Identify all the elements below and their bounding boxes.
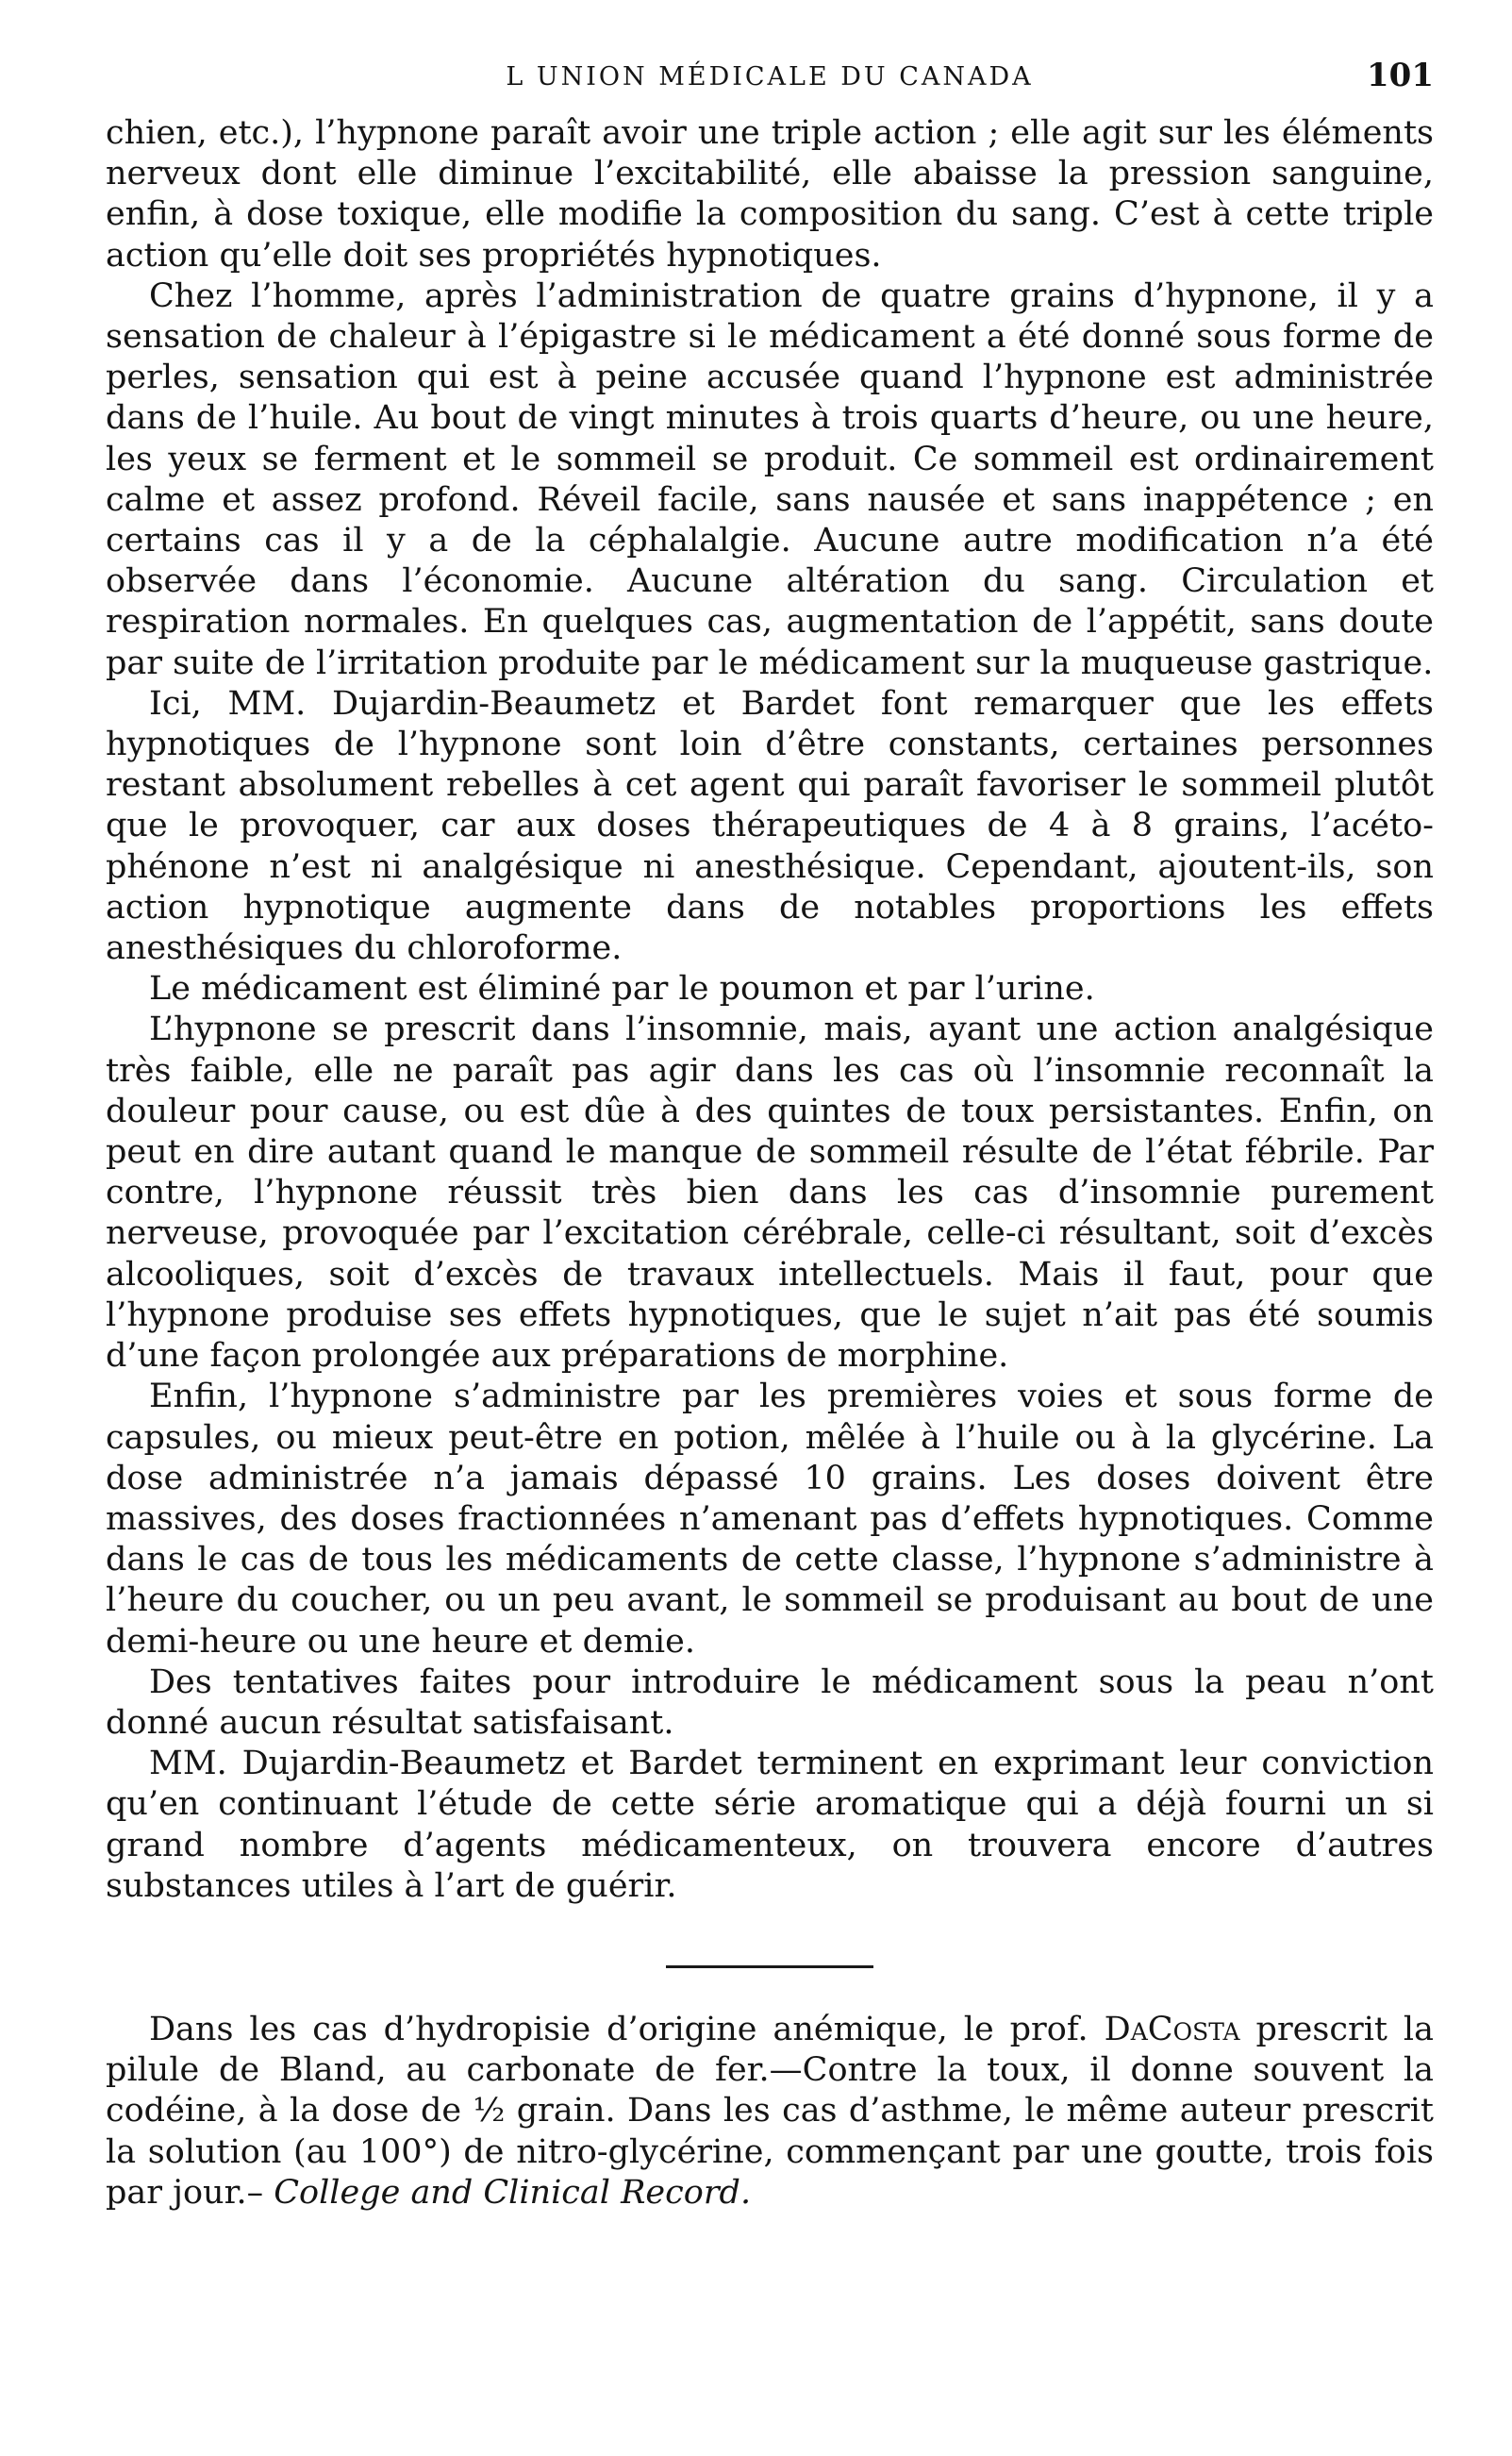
page bbox=[106, 57, 1434, 2214]
paragraph: Enfin, l’hypnone s’administre par les premières voies et sous forme de capsules, ou mieux peut-être en potion, mêlée à l’huile ou à la glycérine. La dose administrée n’a jamais dépassé 10 grains. Les doses doivent être massives, des doses fractionnées n’amenant pas d’effets hypnotiques. Comme dans le cas de tous les médicaments de cette classe, l’hypnone s’administre à l’heure du coucher, ou un peu avant, le sommeil se produisant au bout de une demi-heure ou une heure et demie. bbox=[106, 1378, 1434, 1661]
paragraph: Chez l’homme, après l’administration de quatre grains d’hypnone, il y a sensation de chaleur à l’épigastre si le médicament a été donné sous forme de perles, sensation qui est à peine accusée quand l’hypnone est administrée dans de l’huile. Au bout de vingt minutes à trois quarts d’heure, ou une heure, les yeux se ferment et le sommeil se produit. Ce sommeil est ordinairement calme et assez profond. Réveil facile, sans nausée et sans inappétence ; en certains cas il y a de la céphalalgie. Aucune autre modification n’a été observée dans l’économie. Aucune altération du sang. Circulation et respiration normales. En quelques cas, augmentation de l’appétit, sans doute par suite de l’irritation produite par le médicament sur la muqueuse gastrique. bbox=[106, 276, 1434, 682]
article-body bbox=[106, 113, 1434, 1907]
footnote-paragraph bbox=[106, 2010, 1434, 2214]
running-header bbox=[106, 57, 1434, 113]
paragraph: Le médicament est éliminé par le poumon et par l’urine. bbox=[149, 970, 1095, 1009]
paragraph: chien, etc.), l’hypnone paraît avoir une triple action ; elle agit sur les éléments nerveux dont elle diminue l’excitabilité, elle abaisse la pression sanguine, enfin, à dose toxique, elle modifie la composition du sang. C’est à cette triple action qu’elle doit ses propriétés hypnotiques. bbox=[106, 114, 1434, 275]
footnote-text-start: Dans les cas d’hydropisie d’origine anémique, le prof. bbox=[149, 2010, 1088, 2048]
paragraph: Ici, MM. Dujardin-Beaumetz et Bardet font remarquer que les effets hypnotiques de l’hypnone sont loin d’être constants, certaines personnes restant absolument rebelles à cet agent qui paraît favoriser le sommeil plutôt que le provoquer, car aux doses thérapeutiques de 4 à 8 grains, l’acéto-phénone n’est ni analgésique ni anesthésique. Cependant, ajoutent-ils, son action hypnotique augmente dans de notables proportions les effets anesthésiques du chloroforme. bbox=[106, 684, 1434, 968]
citation-source: College and Clinical Record. bbox=[274, 2173, 752, 2212]
paragraph: L’hypnone se prescrit dans l’insomnie, mais, ayant une action analgésique très faible, elle ne paraît pas agir dans les cas où l’insomnie reconnaît la douleur pour cause, ou est dûe à des quintes de toux persistantes. Enfin, on peut en dire autant quand le manque de sommeil résulte de l’état fébrile. Par contre, l’hypnone réussit très bien dans les cas d’insomnie purement nerveuse, provoquée par l’excitation cérébrale, celle-ci résultant, soit d’excès alcooliques, soit d’excès de travaux intellectuels. Mais il faut, pour que l’hypnone produise ses effets hypnotiques, que le sujet n’ait pas été soumis d’une façon prolongée aux préparations de morphine. bbox=[106, 1011, 1434, 1376]
footnote bbox=[106, 2010, 1434, 2214]
paragraph: MM. Dujardin-Beaumetz et Bardet terminent en exprimant leur conviction qu’en continuant l’étude de cette série aromatique qui a déjà fourni un si grand nombre d’agents médicamenteux, on trouvera encore d’autres substances utiles à l’art de guérir. bbox=[106, 1745, 1434, 1905]
footnote-text-end: prescrit la pilule de Bland, au carbonate de fer.—Contre la toux, il donne souvent la codéine, à la dose de ½ grain. Dans les cas d’asthme, le même auteur prescrit la solution (au 100°) de nitro-glycérine, commençant par une goutte, trois fois par jour.– bbox=[106, 2010, 1434, 2212]
running-title: L UNION MÉDICALE DU CANADA bbox=[506, 62, 1034, 92]
section-divider bbox=[666, 1965, 873, 1968]
author-name: DaCosta bbox=[1104, 2010, 1240, 2048]
paragraph: Des tentatives faites pour introduire le médicament sous la peau n’ont donné aucun résultat satisfaisant. bbox=[106, 1662, 1434, 1742]
page-number: 101 bbox=[1367, 57, 1434, 94]
